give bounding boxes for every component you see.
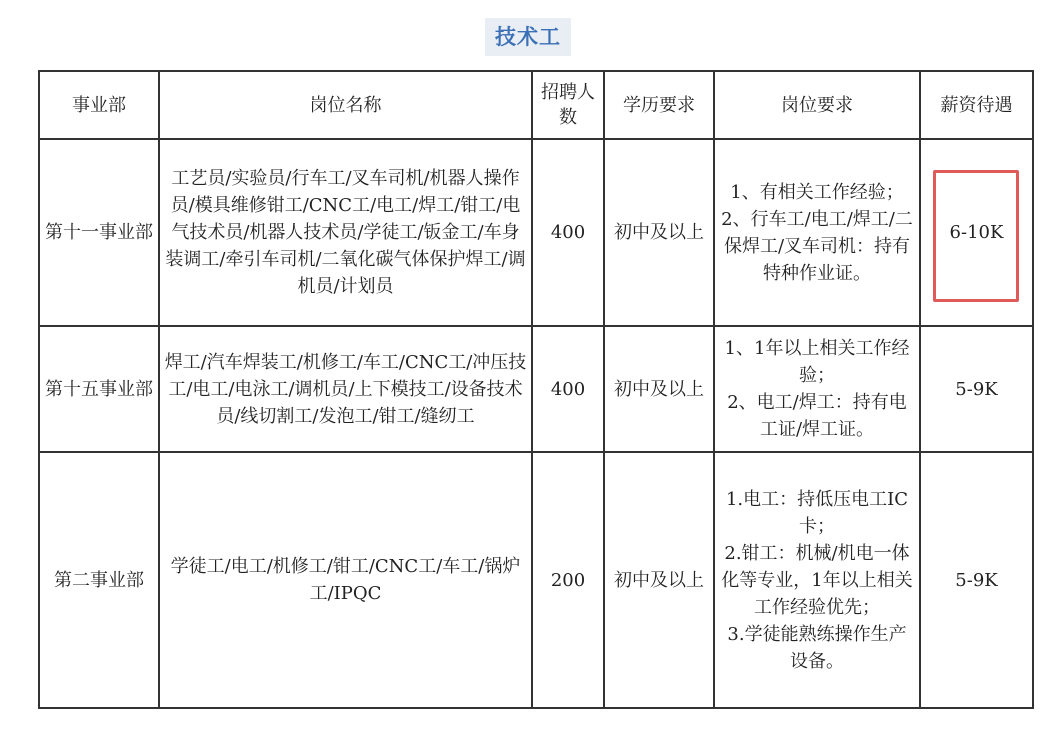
- cell-department: 第二事业部: [39, 452, 159, 708]
- cell-education: 初中及以上: [604, 452, 714, 708]
- cell-department: 第十一事业部: [39, 139, 159, 326]
- salary-highlight-box: [933, 170, 1019, 302]
- cell-salary: 6-10K: [920, 139, 1033, 326]
- cell-requirements: 1、有相关工作经验； 2、行车工/电工/焊工/二保焊工/叉车司机：持有特种作业证。: [714, 139, 920, 326]
- header-salary: 薪资待遇: [920, 71, 1033, 139]
- title-wrap: [0, 18, 1056, 56]
- cell-salary: 5-9K: [920, 326, 1033, 452]
- cell-education: 初中及以上: [604, 139, 714, 326]
- cell-salary: 5-9K: [920, 452, 1033, 708]
- cell-requirements: 1.电工：持低压电工IC卡； 2.钳工：机械/机电一体化等专业，1年以上相关工作经验优先； 3.学徒能熟练操作生产设备。: [714, 452, 920, 708]
- cell-headcount: 200: [532, 452, 604, 708]
- header-requirements: 岗位要求: [714, 71, 920, 139]
- recruitment-table: [38, 70, 1034, 709]
- cell-education: 初中及以上: [604, 326, 714, 452]
- header-headcount: 招聘人数: [532, 71, 604, 139]
- cell-department: 第十五事业部: [39, 326, 159, 452]
- table-row: [39, 326, 1033, 452]
- table-row: [39, 452, 1033, 708]
- cell-headcount: 400: [532, 139, 604, 326]
- header-education: 学历要求: [604, 71, 714, 139]
- cell-positions: 焊工/汽车焊装工/机修工/车工/CNC工/冲压技工/电工/电泳工/调机员/上下模技工/设备技术员/线切割工/发泡工/钳工/缝纫工: [159, 326, 532, 452]
- cell-positions: 学徒工/电工/机修工/钳工/CNC工/车工/锅炉工/IPQC: [159, 452, 532, 708]
- header-department: 事业部: [39, 71, 159, 139]
- cell-headcount: 400: [532, 326, 604, 452]
- page-title: 技术工: [485, 18, 571, 56]
- table-row: [39, 139, 1033, 326]
- table-header-row: [39, 71, 1033, 139]
- cell-positions: 工艺员/实验员/行车工/叉车司机/机器人操作员/模具维修钳工/CNC工/电工/焊工/钳工/电气技术员/机器人技术员/学徒工/钣金工/车身装调工/牵引车司机/二氧化碳气体保护焊工/调机员/计划员: [159, 139, 532, 326]
- header-positions: 岗位名称: [159, 71, 532, 139]
- cell-requirements: 1、1年以上相关工作经验； 2、电工/焊工：持有电工证/焊工证。: [714, 326, 920, 452]
